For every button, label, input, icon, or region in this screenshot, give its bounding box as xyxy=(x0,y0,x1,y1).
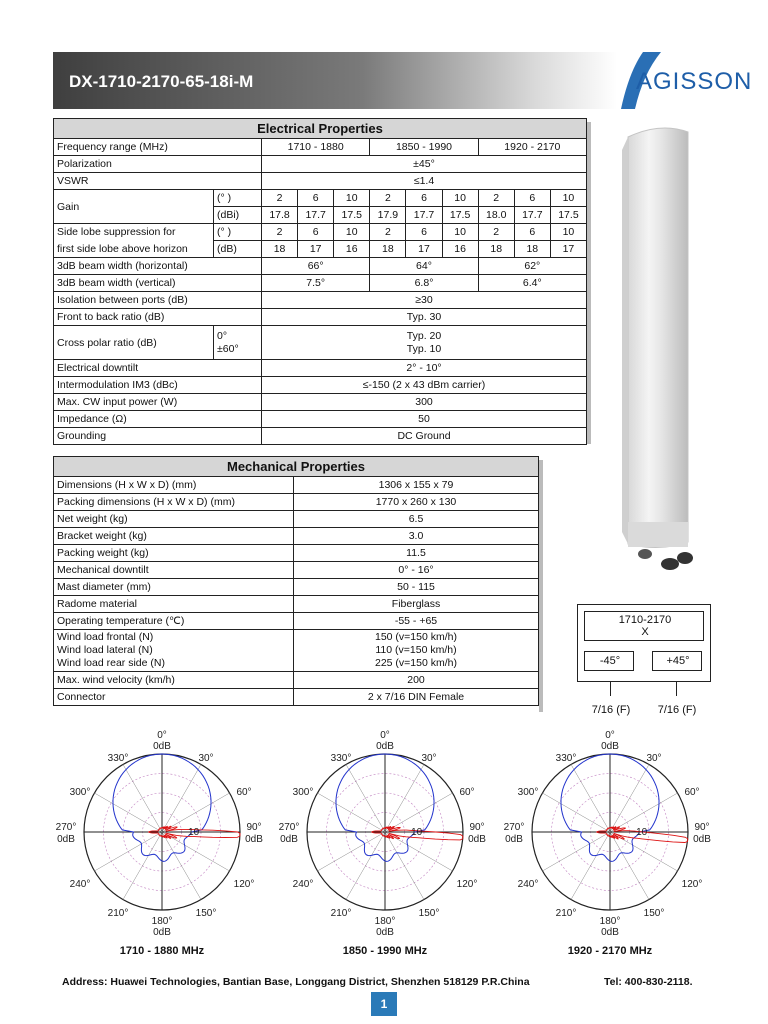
cell: 6.8° xyxy=(370,275,478,292)
row-label: Frequency range (MHz) xyxy=(54,139,262,156)
polar-label: -10 xyxy=(407,827,423,838)
cell: 17.5 xyxy=(334,207,370,224)
cell: 10 xyxy=(334,190,370,207)
table-row xyxy=(54,545,539,562)
polar-label: 0dB xyxy=(376,927,394,937)
polar-label: 0dB xyxy=(505,834,523,845)
row-value: 225 (v=150 km/h) xyxy=(374,657,457,669)
cell: 2 xyxy=(478,190,514,207)
row-label: 3dB beam width (vertical) xyxy=(54,275,262,292)
row-label: Front to back ratio (dB) xyxy=(54,309,262,326)
polar-label: 90° xyxy=(246,822,262,833)
cpr-angle-2: ±60° xyxy=(217,342,239,355)
polar-caption: 1710 - 1880 MHz xyxy=(119,945,205,957)
polar-label: 300° xyxy=(292,787,314,798)
row-label: Grounding xyxy=(54,428,262,445)
row-value: 6.5 xyxy=(294,511,539,528)
polar-label: 30° xyxy=(646,753,662,764)
row-label: Intermodulation IM3 (dBc) xyxy=(54,377,262,394)
polar-caption: 1850 - 1990 MHz xyxy=(342,945,428,957)
row-value: 0° - 16° xyxy=(294,562,539,579)
table-row xyxy=(54,360,587,377)
row-label: Dimensions (H x W x D) (mm) xyxy=(54,477,294,494)
radiation-pattern-chart xyxy=(275,727,495,937)
row-label: Cross polar ratio (dB) xyxy=(54,326,214,360)
row-label: Bracket weight (kg) xyxy=(54,528,294,545)
cell: 2 xyxy=(478,224,514,241)
polar-label: 330° xyxy=(555,753,577,764)
table-row xyxy=(54,411,587,428)
row-label: VSWR xyxy=(54,173,262,190)
polar-label: 0dB xyxy=(280,834,298,845)
cell: 10 xyxy=(334,224,370,241)
cell: 18 xyxy=(370,241,406,258)
polar-spoke xyxy=(346,764,385,832)
polar-label: 300° xyxy=(69,787,91,798)
cell: 7.5° xyxy=(262,275,370,292)
cell: 17.5 xyxy=(550,207,586,224)
cell: 16 xyxy=(334,241,370,258)
polar-label: 90° xyxy=(694,822,710,833)
cell: 10 xyxy=(550,190,586,207)
table-row xyxy=(54,190,587,207)
cpr-angle-1: 0° xyxy=(217,329,228,342)
cell: 17.7 xyxy=(298,207,334,224)
cell: 66° xyxy=(262,258,370,275)
row-label: Radome material xyxy=(54,596,294,613)
band-3: 1920 - 2170 xyxy=(478,139,586,156)
row-value: 300 xyxy=(262,394,587,411)
polar-spoke xyxy=(542,793,610,832)
polar-label: 0° xyxy=(380,730,390,741)
cell: 17.9 xyxy=(370,207,406,224)
table-row xyxy=(54,528,539,545)
row-label: Max. CW input power (W) xyxy=(54,394,262,411)
cell: 17.8 xyxy=(262,207,298,224)
port-line xyxy=(610,682,611,696)
wind-labels xyxy=(54,630,294,672)
polar-spoke xyxy=(317,832,385,871)
cell: 6 xyxy=(514,190,550,207)
row-value: ≤1.4 xyxy=(262,173,587,190)
row-label: Gain xyxy=(54,190,214,224)
polar-label: 0dB xyxy=(245,834,263,845)
electrical-properties-table xyxy=(53,118,587,445)
cpr-angles xyxy=(214,326,262,360)
polar-label: 270° xyxy=(55,822,77,833)
polar-label: 180° xyxy=(374,916,396,927)
row-label: 3dB beam width (horizontal) xyxy=(54,258,262,275)
polar-spoke xyxy=(94,832,162,871)
polar-label: 300° xyxy=(517,787,539,798)
polar-label: 0dB xyxy=(153,927,171,937)
polar-spoke xyxy=(385,832,424,900)
row-label: Wind load frontal (N) xyxy=(57,631,154,643)
row-label: first side lobe above horizon xyxy=(54,241,214,258)
polar-label: 240° xyxy=(292,879,314,890)
table-row xyxy=(54,241,587,258)
band-2: 1850 - 1990 xyxy=(370,139,478,156)
cpr-value-2: Typ. 10 xyxy=(406,342,442,355)
polar-label: -10 xyxy=(632,827,648,838)
cell: 62° xyxy=(478,258,586,275)
unit: (dBi) xyxy=(214,207,262,224)
row-value: 1306 x 155 x 79 xyxy=(294,477,539,494)
row-label: Wind load lateral (N) xyxy=(57,644,153,656)
table-row xyxy=(54,292,587,309)
row-label: Packing dimensions (H x W x D) (mm) xyxy=(54,494,294,511)
polar-label: 240° xyxy=(517,879,539,890)
polar-caption: 1920 - 2170 MHz xyxy=(567,945,653,957)
polar-label: 0dB xyxy=(57,834,75,845)
cell: 2 xyxy=(262,190,298,207)
mechanical-properties-table xyxy=(53,456,539,706)
row-value: 2 x 7/16 DIN Female xyxy=(294,689,539,706)
row-label: Connector xyxy=(54,689,294,706)
polar-label: 210° xyxy=(330,908,352,919)
port-right-label: 7/16 (F) xyxy=(657,704,697,716)
row-label: Mechanical downtilt xyxy=(54,562,294,579)
cell: 6 xyxy=(406,190,442,207)
table-row xyxy=(54,579,539,596)
row-value: DC Ground xyxy=(262,428,587,445)
cell: 17.5 xyxy=(442,207,478,224)
table-shadow xyxy=(539,460,543,712)
cell: 6 xyxy=(406,224,442,241)
polar-spoke xyxy=(571,832,610,900)
table-row xyxy=(54,326,587,360)
table-row xyxy=(54,596,539,613)
row-label: Wind load rear side (N) xyxy=(57,657,165,669)
table-row xyxy=(54,275,587,292)
polar-label: 180° xyxy=(599,916,621,927)
cell: 18 xyxy=(514,241,550,258)
polar-plot-2 xyxy=(275,727,495,957)
row-value: 50 - 115 xyxy=(294,579,539,596)
cell: 6 xyxy=(514,224,550,241)
row-value: ±45° xyxy=(262,156,587,173)
pol-right-label: +45° xyxy=(666,655,690,667)
mechanical-title: Mechanical Properties xyxy=(54,457,539,477)
polar-spoke xyxy=(317,793,385,832)
band-label: 1710-2170 xyxy=(618,614,672,626)
cell: 2 xyxy=(370,190,406,207)
polar-label: 0dB xyxy=(376,741,394,752)
polar-label: 150° xyxy=(643,908,665,919)
row-value: 1770 x 260 x 130 xyxy=(294,494,539,511)
row-value: Typ. 30 xyxy=(262,309,587,326)
polar-label: 0° xyxy=(605,730,615,741)
polar-label: 30° xyxy=(198,753,214,764)
row-value: 2° - 10° xyxy=(262,360,587,377)
table-row xyxy=(54,428,587,445)
table-row xyxy=(54,630,539,672)
polar-label: 270° xyxy=(503,822,525,833)
table-row xyxy=(54,511,539,528)
polar-label: 120° xyxy=(456,879,478,890)
port-left-label: 7/16 (F) xyxy=(591,704,631,716)
polar-plot-1 xyxy=(52,727,272,957)
model-title: DX-1710-2170-65-18i-M xyxy=(69,72,254,91)
row-label: Electrical downtilt xyxy=(54,360,262,377)
wind-values xyxy=(294,630,539,672)
pol-right-box xyxy=(652,651,702,671)
polar-label: 210° xyxy=(107,908,129,919)
row-value: 11.5 xyxy=(294,545,539,562)
cpr-value-1: Typ. 20 xyxy=(406,329,442,342)
cell: 17.7 xyxy=(514,207,550,224)
polar-label: 60° xyxy=(459,787,475,798)
port-diagram xyxy=(577,604,711,682)
polar-spoke xyxy=(610,832,649,900)
brand-logo: AGISSON xyxy=(636,68,753,95)
row-value: -55 - +65 xyxy=(294,613,539,630)
cross-label: X xyxy=(641,626,649,638)
polar-label: 120° xyxy=(681,879,703,890)
cpr-values xyxy=(262,326,587,360)
polar-label: 60° xyxy=(684,787,700,798)
band-1: 1710 - 1880 xyxy=(262,139,370,156)
polar-spoke xyxy=(542,832,610,871)
table-row xyxy=(54,394,587,411)
row-label: Mast diameter (mm) xyxy=(54,579,294,596)
polar-label: 210° xyxy=(555,908,577,919)
polar-label: 150° xyxy=(195,908,217,919)
row-label: Net weight (kg) xyxy=(54,511,294,528)
row-label: Polarization xyxy=(54,156,262,173)
row-label: Side lobe suppression for xyxy=(54,224,214,241)
polar-label: 0dB xyxy=(601,927,619,937)
polar-spoke xyxy=(162,764,201,832)
row-value: 200 xyxy=(294,672,539,689)
polar-label: -10 xyxy=(184,827,200,838)
polar-label: 270° xyxy=(278,822,300,833)
cell: 18.0 xyxy=(478,207,514,224)
row-label: Packing weight (kg) xyxy=(54,545,294,562)
cell: 10 xyxy=(550,224,586,241)
unit: (dB) xyxy=(214,241,262,258)
table-row xyxy=(54,258,587,275)
table-row xyxy=(54,613,539,630)
cell: 10 xyxy=(442,190,478,207)
polar-label: 30° xyxy=(421,753,437,764)
cell: 17 xyxy=(298,241,334,258)
polar-label: 0dB xyxy=(468,834,486,845)
row-value: 150 (v=150 km/h) xyxy=(374,631,457,643)
footer-address: Address: Huawei Technologies, Bantian Base, Longgang District, Shenzhen 518129 P.R.China xyxy=(62,976,530,988)
table-row xyxy=(54,562,539,579)
cell: 2 xyxy=(262,224,298,241)
row-label: Isolation between ports (dB) xyxy=(54,292,262,309)
polar-label: 120° xyxy=(233,879,255,890)
row-value: 50 xyxy=(262,411,587,428)
page-number: 1 xyxy=(371,992,397,1016)
page-header xyxy=(53,52,753,109)
polar-label: 0dB xyxy=(153,741,171,752)
cell: 17.7 xyxy=(406,207,442,224)
cell: 18 xyxy=(478,241,514,258)
row-value: ≥30 xyxy=(262,292,587,309)
cell: 18 xyxy=(262,241,298,258)
table-row xyxy=(54,139,587,156)
table-row xyxy=(54,689,539,706)
row-label: Operating temperature (℃) xyxy=(54,613,294,630)
row-value: Fiberglass xyxy=(294,596,539,613)
electrical-title: Electrical Properties xyxy=(54,119,587,139)
table-row xyxy=(54,494,539,511)
polar-label: 0dB xyxy=(601,741,619,752)
row-value: 110 (v=150 km/h) xyxy=(375,644,457,656)
footer-tel: Tel: 400-830-2118. xyxy=(604,976,693,988)
unit: (° ) xyxy=(214,224,262,241)
table-row xyxy=(54,309,587,326)
unit: (° ) xyxy=(214,190,262,207)
polar-spoke xyxy=(94,793,162,832)
polar-label: 180° xyxy=(151,916,173,927)
polar-spoke xyxy=(385,764,424,832)
polar-label: 330° xyxy=(107,753,129,764)
cell: 16 xyxy=(442,241,478,258)
cell: 6.4° xyxy=(478,275,586,292)
polar-spoke xyxy=(346,832,385,900)
polar-label: 0° xyxy=(157,730,167,741)
antenna-product-image xyxy=(600,112,720,582)
cell: 2 xyxy=(370,224,406,241)
polar-label: 240° xyxy=(69,879,91,890)
cell: 10 xyxy=(442,224,478,241)
polar-label: 90° xyxy=(469,822,485,833)
polar-spoke xyxy=(162,832,201,900)
row-value: 3.0 xyxy=(294,528,539,545)
polar-label: 60° xyxy=(236,787,252,798)
polar-spoke xyxy=(123,832,162,900)
cell: 64° xyxy=(370,258,478,275)
row-label: Impedance (Ω) xyxy=(54,411,262,428)
band-box xyxy=(584,611,704,641)
cell: 6 xyxy=(298,224,334,241)
table-row xyxy=(54,377,587,394)
table-row xyxy=(54,156,587,173)
pol-left-box xyxy=(584,651,634,671)
table-row xyxy=(54,672,539,689)
cell: 17 xyxy=(406,241,442,258)
table-row xyxy=(54,224,587,241)
cell: 6 xyxy=(298,190,334,207)
polar-spoke xyxy=(571,764,610,832)
row-value: ≤-150 (2 x 43 dBm carrier) xyxy=(262,377,587,394)
radiation-pattern-chart xyxy=(52,727,272,937)
table-row xyxy=(54,477,539,494)
cell: 17 xyxy=(550,241,586,258)
pol-left-label: -45° xyxy=(599,655,621,667)
polar-label: 330° xyxy=(330,753,352,764)
polar-plot-3 xyxy=(500,727,720,957)
polar-spoke xyxy=(123,764,162,832)
port-line xyxy=(676,682,677,696)
polar-label: 0dB xyxy=(693,834,711,845)
polar-spoke xyxy=(610,764,649,832)
radiation-pattern-chart xyxy=(500,727,720,937)
table-row xyxy=(54,173,587,190)
row-label: Max. wind velocity (km/h) xyxy=(54,672,294,689)
table-shadow xyxy=(587,122,591,444)
polar-label: 150° xyxy=(418,908,440,919)
